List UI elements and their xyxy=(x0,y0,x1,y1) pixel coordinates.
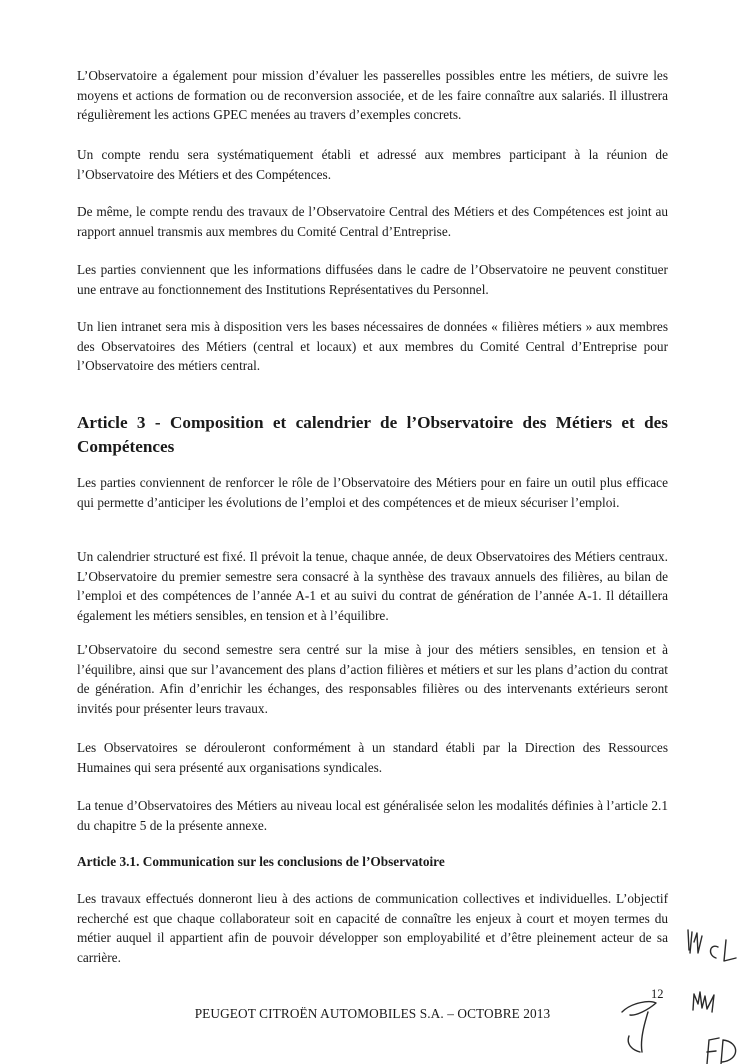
initials-cl xyxy=(710,940,736,961)
paragraph-renforcer: Les parties conviennent de renforcer le rôle de l’Observatoire des Métiers pour en faire un outil plus efficace qui permette d’anticiper les évolutions de l’emploi et des compétences et de mieux sécuriser l’emploi. xyxy=(77,475,668,510)
initials-fd xyxy=(707,1038,736,1064)
paragraph-second-semestre: L’Observatoire du second semestre sera centré sur la mise à jour des métiers sensibles, en tension et à l’équilibre, ainsi que sur l’avancement des plans d’action filières et métiers et sur les plans d’action du contrat de génération. Afin d’enrichir les échanges, des responsables filières ou des intervenants extérieurs seront invités pour présenter leurs travaux. xyxy=(77,642,668,716)
paragraph-informations: Les parties conviennent que les informations diffusées dans le cadre de l’Observatoire ne peuvent constituer une entrave au fonctionnement des Institutions Représentatives du Personnel. xyxy=(77,262,668,297)
paragraph-compte-rendu-central: De même, le compte rendu des travaux de l’Observatoire Central des Métiers et des Compétences est joint au rapport annuel transmis aux membres du Comité Central d’Entreprise. xyxy=(77,204,668,239)
paragraph-niveau-local: La tenue d’Observatoires des Métiers au niveau local est généralisée selon les modalités définies à l’article 2.1 du chapitre 5 de la présente annexe. xyxy=(77,798,668,833)
paragraph-lien-intranet: Un lien intranet sera mis à disposition vers les bases nécessaires de données « filières métiers » aux membres des Observatoires des Métiers (central et locaux) et aux membres du Comité Central d’Entreprise pour l’Observatoire des métiers central. xyxy=(77,319,668,374)
page-number: 12 xyxy=(651,987,664,1001)
initials-jn xyxy=(688,930,702,953)
paragraph-compte-rendu: Un compte rendu sera systématiquement établi et adressé aux membres participant à la réunion de l’Observatoire des Métiers et des Compétences. xyxy=(77,147,668,182)
paragraph-standard: Les Observatoires se dérouleront conformément à un standard établi par la Direction des Ressources Humaines qui sera présenté aux organisations syndicales. xyxy=(77,740,668,775)
paragraph-calendrier: Un calendrier structuré est fixé. Il prévoit la tenue, chaque année, de deux Observatoires des Métiers centraux. L’Observatoire du premier semestre sera consacré à la synthèse des travaux annuels des filières, au bilan de l’emploi et des compétences de l’année A-1 et au suivi du contrat de génération de l’année A-1. Il détaillera également les métiers sensibles, en tension et à l’équilibre. xyxy=(77,549,668,623)
page-footer: PEUGEOT CITROËN AUTOMOBILES S.A. – OCTOBRE 2013 xyxy=(194,1006,551,1021)
article-3-1-heading: Article 3.1. Communication sur les conclusions de l’Observatoire xyxy=(77,854,445,869)
paragraph-communication: Les travaux effectués donneront lieu à des actions de communication collectives et individuelles. L’objectif recherché est que chaque collaborateur soit en capacité de connaître les enjeux à court et moyen termes du métier auquel il appartient afin de pouvoir développer son employabilité et d’être pleinement acteur de sa carrière. xyxy=(77,891,668,965)
paragraph-passerelles: L’Observatoire a également pour mission d’évaluer les passerelles possibles entre les métiers, de suivre les moyens et actions de formation ou de reconversion associée, et de les faire connaître aux salariés. Il illustrera régulièrement les actions GPEC menées au travers d’exemples concrets. xyxy=(77,68,668,123)
article-3-heading: Article 3 - Composition et calendrier de l’Observatoire des Métiers et des Compétences xyxy=(77,413,668,456)
